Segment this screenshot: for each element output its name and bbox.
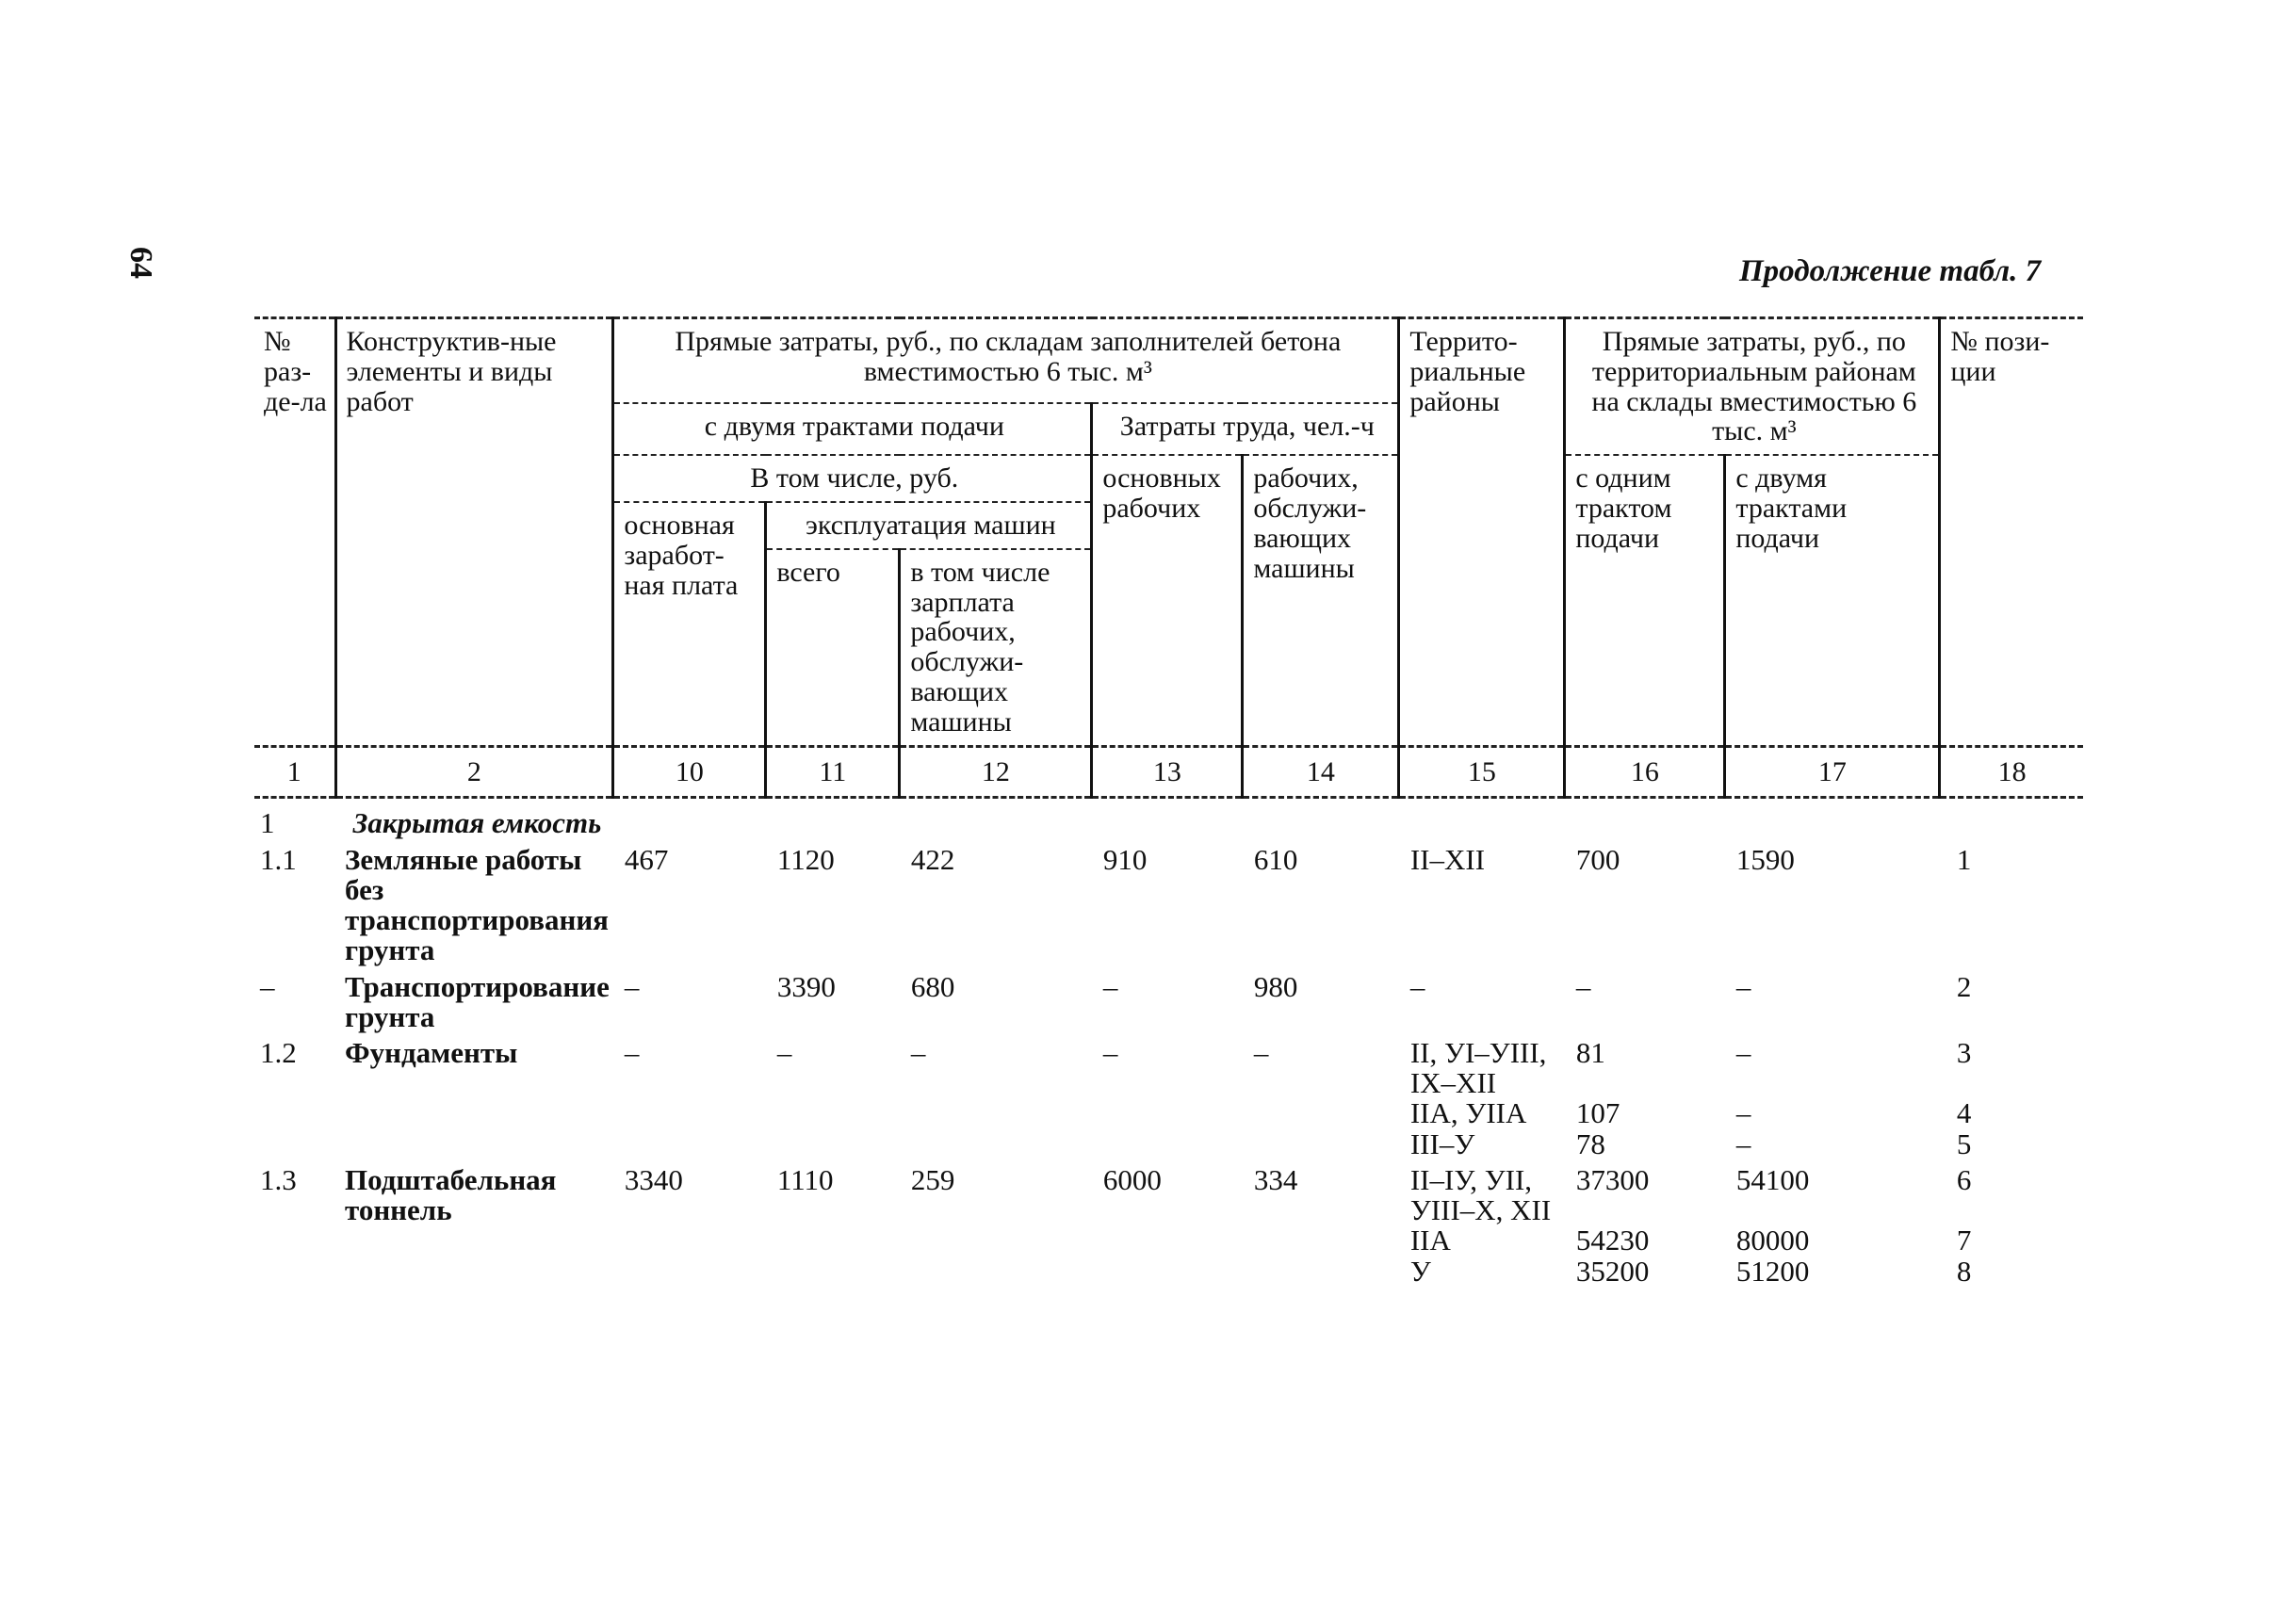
cell-c11 xyxy=(766,1098,900,1128)
cell-c17 xyxy=(1725,798,1940,839)
header-region-costs: Прямые затраты, руб., по территориальным районам на склады вместимостью 6 тыс. м³ xyxy=(1565,318,1940,456)
cell-c11 xyxy=(766,1256,900,1287)
header-main-workers: основных рабочих xyxy=(1092,455,1243,746)
header-incl-salary: в том числе зарплата рабочих, обслужи-вающих машины xyxy=(900,549,1092,746)
cell-c1: – xyxy=(260,969,275,1003)
cell-c17: 51200 xyxy=(1735,1254,1810,1288)
cell-c11: 3390 xyxy=(776,969,836,1003)
cell-c12 xyxy=(900,1129,1092,1159)
cell-c10: 467 xyxy=(624,842,669,876)
cell-c18: 3 xyxy=(1956,1036,1972,1069)
cell-c12 xyxy=(900,1225,1092,1256)
cell-c11: 1120 xyxy=(776,842,835,876)
cell-c14 xyxy=(1243,1225,1399,1256)
cell-c2: Земляные работы без транспортирования грунта xyxy=(345,842,609,967)
cell-c2 xyxy=(335,1129,613,1159)
table-body xyxy=(254,798,2083,1287)
cell-c10 xyxy=(613,798,766,839)
cell-c15: III–У xyxy=(1409,1127,1475,1160)
cell-c14 xyxy=(1243,1256,1399,1287)
col-number: 12 xyxy=(900,746,1092,798)
table-row xyxy=(254,1159,2083,1225)
cell-c11 xyxy=(766,1225,900,1256)
cell-c11: 1110 xyxy=(776,1162,834,1196)
cell-c11 xyxy=(766,1129,900,1159)
cell-c10 xyxy=(613,1225,766,1256)
cell-c10: – xyxy=(624,969,640,1003)
cell-c18: 8 xyxy=(1956,1254,1972,1288)
cell-c18: 7 xyxy=(1956,1224,1972,1257)
cell-c13 xyxy=(1092,798,1243,839)
cell-c12 xyxy=(900,798,1092,839)
cell-c10 xyxy=(613,1098,766,1128)
cell-c17: 54100 xyxy=(1735,1162,1810,1196)
cell-c17: – xyxy=(1735,1036,1751,1069)
cell-c14: 980 xyxy=(1253,969,1298,1003)
cell-c2: Фундаменты xyxy=(345,1036,518,1069)
col-number: 10 xyxy=(613,746,766,798)
cell-c17: – xyxy=(1735,969,1751,1003)
cell-c13 xyxy=(1092,1225,1243,1256)
cell-c13 xyxy=(1092,1129,1243,1159)
header-elements: Конструктив-ные элементы и виды работ xyxy=(335,318,613,747)
cell-c18 xyxy=(1940,798,2083,839)
table-row xyxy=(254,1129,2083,1159)
cell-c15: II–IУ, УII, УIII–X, XII xyxy=(1409,1162,1552,1227)
cell-c1 xyxy=(254,1225,335,1256)
col-number: 17 xyxy=(1725,746,1940,798)
cell-c16 xyxy=(1565,798,1725,839)
header-basic-salary: основная заработ-ная плата xyxy=(613,502,766,746)
cell-c16: 81 xyxy=(1575,1036,1605,1069)
table-caption: Продолжение табл. 7 xyxy=(1739,254,2042,288)
header-direct-costs: Прямые затраты, руб., по складам заполнителей бетона вместимостью 6 тыс. м³ xyxy=(613,318,1399,404)
cell-c2: Закрытая емкость xyxy=(352,806,602,840)
cell-c12 xyxy=(900,1098,1092,1128)
cell-c12: 680 xyxy=(910,969,955,1003)
table-header xyxy=(254,318,2083,798)
table-row xyxy=(254,1225,2083,1256)
cell-c13 xyxy=(1092,1256,1243,1287)
cell-c18: 4 xyxy=(1956,1096,1972,1130)
cell-c18: 1 xyxy=(1956,842,1972,876)
cell-c1 xyxy=(254,1256,335,1287)
cell-c15: – xyxy=(1409,969,1425,1003)
cell-c16: 700 xyxy=(1575,842,1620,876)
header-machine-workers: рабочих, обслужи-вающих машины xyxy=(1243,455,1399,746)
cell-c1 xyxy=(254,1098,335,1128)
header-machine-operation: эксплуатация машин xyxy=(766,502,1092,549)
header-one-tract: с одним трактом подачи xyxy=(1565,455,1725,746)
col-number: 16 xyxy=(1565,746,1725,798)
cell-c1: 1.2 xyxy=(260,1036,297,1069)
cell-c2 xyxy=(335,1098,613,1128)
col-number: 13 xyxy=(1092,746,1243,798)
col-number: 11 xyxy=(766,746,900,798)
cell-c12: 422 xyxy=(910,842,955,876)
cell-c10: – xyxy=(624,1036,640,1069)
cell-c16: 78 xyxy=(1575,1127,1605,1160)
cell-c15: II, УI–УIII, IX–XII xyxy=(1409,1036,1547,1100)
cell-c14 xyxy=(1243,1098,1399,1128)
header-section-no: № раз-де-ла xyxy=(254,318,335,747)
col-number: 2 xyxy=(335,746,613,798)
cell-c13 xyxy=(1092,1098,1243,1128)
header-total: всего xyxy=(766,549,900,746)
header-including-rub: В том числе, руб. xyxy=(613,455,1092,502)
cell-c10 xyxy=(613,1129,766,1159)
header-two-tracts-short: с двумя трактами подачи xyxy=(1725,455,1940,746)
header-positions: № пози-ции xyxy=(1940,318,2083,747)
cell-c12: – xyxy=(910,1036,926,1069)
cell-c15: IIA xyxy=(1409,1224,1451,1257)
cell-c1: 1 xyxy=(260,806,275,840)
cell-c16: 37300 xyxy=(1575,1162,1650,1196)
cell-c1 xyxy=(254,1129,335,1159)
cell-c1: 1.1 xyxy=(260,842,297,876)
table-row xyxy=(254,966,2083,1032)
col-number: 15 xyxy=(1399,746,1565,798)
col-number: 14 xyxy=(1243,746,1399,798)
cell-c17: 1590 xyxy=(1735,842,1795,876)
table-row xyxy=(254,798,2083,839)
table-row xyxy=(254,1098,2083,1128)
cell-c15: II–XII xyxy=(1409,842,1486,876)
cell-c13: – xyxy=(1102,969,1118,1003)
cell-c18: 5 xyxy=(1956,1127,1972,1160)
cell-c2: Подштабельная тоннель xyxy=(345,1162,557,1227)
cell-c18: 6 xyxy=(1956,1162,1972,1196)
table-row xyxy=(254,839,2083,966)
cell-c2 xyxy=(335,1225,613,1256)
header-labor: Затраты труда, чел.-ч xyxy=(1092,403,1399,455)
col-number: 18 xyxy=(1940,746,2083,798)
cell-c13: – xyxy=(1102,1036,1118,1069)
cell-c13: 6000 xyxy=(1102,1162,1162,1196)
cell-c12: 259 xyxy=(910,1162,955,1196)
cell-c15: У xyxy=(1409,1254,1431,1288)
cell-c2: Транспортирование грунта xyxy=(345,969,610,1033)
cell-c10 xyxy=(613,1256,766,1287)
cell-c2 xyxy=(335,1256,613,1287)
cell-c1: 1.3 xyxy=(260,1162,297,1196)
cell-c13: 910 xyxy=(1102,842,1148,876)
cell-c14: 610 xyxy=(1253,842,1298,876)
cell-c14: 334 xyxy=(1253,1162,1298,1196)
cell-c10: 3340 xyxy=(624,1162,683,1196)
cell-c17: – xyxy=(1735,1096,1751,1130)
cell-c18: 2 xyxy=(1956,969,1972,1003)
cell-c14 xyxy=(1243,1129,1399,1159)
header-regions: Террито-риальные районы xyxy=(1399,318,1565,747)
cell-c16: 54230 xyxy=(1575,1224,1650,1257)
cell-c14 xyxy=(1243,798,1399,839)
cell-c17: – xyxy=(1735,1127,1751,1160)
cell-c11 xyxy=(766,798,900,839)
col-number: 1 xyxy=(254,746,335,798)
cell-c16: 107 xyxy=(1575,1096,1620,1130)
cell-c17: 80000 xyxy=(1735,1224,1810,1257)
cell-c12 xyxy=(900,1256,1092,1287)
cell-c15 xyxy=(1399,798,1565,839)
cost-table xyxy=(254,316,2083,1287)
header-two-tracts: с двумя трактами подачи xyxy=(613,403,1092,455)
page-number: 64 xyxy=(123,247,158,279)
cell-c14: – xyxy=(1253,1036,1269,1069)
cell-c15: IIA, УIIA xyxy=(1409,1096,1527,1130)
table-row xyxy=(254,1032,2083,1098)
cell-c11: – xyxy=(776,1036,792,1069)
cell-c16: 35200 xyxy=(1575,1254,1650,1288)
cell-c16: – xyxy=(1575,969,1591,1003)
table-row xyxy=(254,1256,2083,1287)
